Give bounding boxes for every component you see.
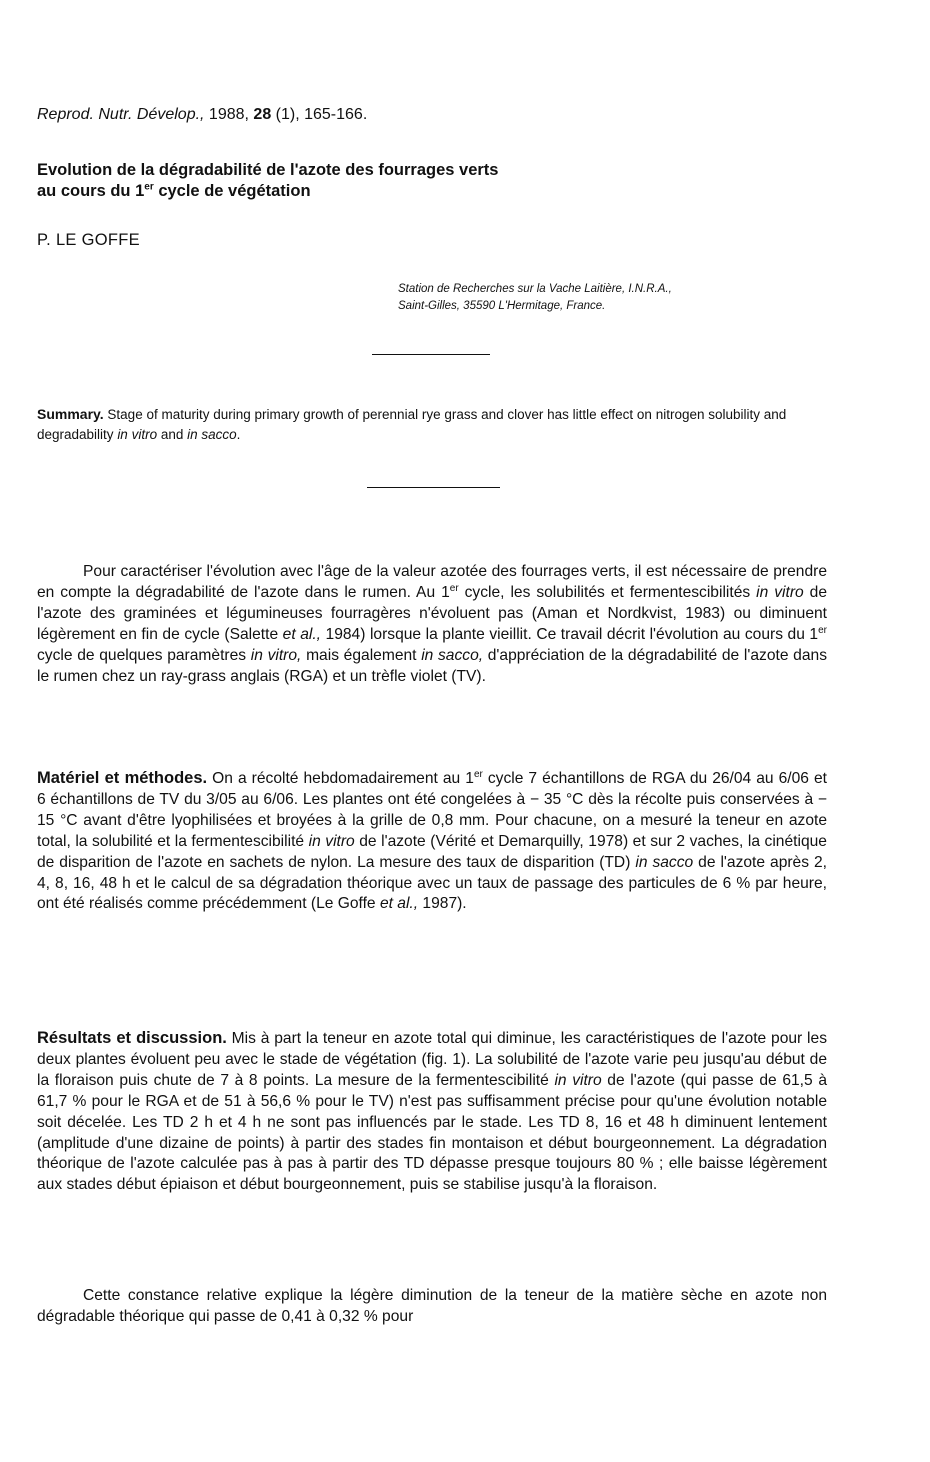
- title-line-2-start: au cours du 1: [37, 182, 145, 200]
- continuation-paragraph: Cette constance relative explique la légère diminution de la teneur de la matière sèche en azote non dégradable théorique qui passe de 0,41 à 0,32 % pour: [37, 1287, 827, 1325]
- results-heading: Résultats et discussion.: [37, 1029, 227, 1047]
- title-line-2: [37, 181, 737, 202]
- title-line-1: Evolution de la dégradabilité de l'azote des fourrages verts: [37, 161, 499, 179]
- summary: [37, 404, 827, 445]
- body-text: de l'azote (qui passe de 61,5 à 61,7 % pour le RGA et de 51 à 56,6 % pour le TV) n'est pas suffisamment précise pour qu'une évolution notable soit décelée. Les TD 2 h et 4 h ne sont pas influencés par le stade. Les TD 8, 16 et 48 h diminuent lentement (amplitude d'une dizaine de points) à partir des stades fin montaison et début bourgeonnement. La dégradation théorique de l'azote calculée pas à pas à partir des TD dépasse presque toujours 80 % ; elle baisse légèrement aux stades début épiaison et début bourgeonnement, puis se stabilise jusqu'à la floraison.: [37, 1071, 827, 1194]
- article-title: [37, 160, 737, 202]
- body-text: d'appréciation de la dégradabilité de l'azote dans le rumen chez un ray-grass anglais (RGA) et un trèfle violet (TV).: [37, 646, 827, 685]
- journal-pages: (1), 165-166.: [271, 106, 368, 123]
- body-text: 1987).: [418, 895, 467, 913]
- intro-paragraph: [37, 562, 827, 687]
- superscript: er: [449, 582, 459, 594]
- body-text: On a récolté hebdomadairement au 1: [207, 770, 474, 787]
- italic-text: et al.,: [282, 625, 321, 643]
- body-text: de l'azote après 2, 4, 8, 16, 48 h et le calcul de sa dégradation théorique avec un taux de passage des particules de 6 % par heure, ont été réalisés comme précédemment (Le Goffe: [37, 853, 827, 913]
- italic-text: in vitro: [308, 832, 355, 850]
- summary-text: and: [157, 427, 188, 442]
- body-text: cycle de quelques paramètres: [37, 646, 251, 664]
- author: P. LE GOFFE: [37, 231, 140, 249]
- italic-text: in sacco: [635, 853, 694, 871]
- affiliation-line-1: Station de Recherches sur la Vache Laitière, I.N.R.A.,: [398, 283, 672, 295]
- italic-text: in vitro,: [250, 646, 302, 664]
- summary-text: .: [236, 427, 241, 442]
- summary-italic: in vitro: [117, 427, 158, 442]
- body-text: 1984) lorsque la plante vieillit. Ce travail décrit l'évolution au cours du 1: [321, 625, 819, 643]
- summary-text: Stage of maturity during primary growth of perennial rye grass and clover has little effect on nitrogen solubility and degradability: [37, 407, 787, 442]
- italic-text: in vitro: [756, 583, 804, 601]
- methods-heading: Matériel et méthodes.: [37, 769, 208, 787]
- body-text: cycle 7 échantillons de RGA du 26/04 au 6/06 et 6 échantillons de TV du 3/05 au 6/06. Les plantes ont été congelées à − 35 °C dès la récolte puis conservées à − 15 °C avant d'être lyophilisées et broyées à la grille de 0,8 mm. Pour chacune, on a mesuré la teneur en azote total, la solubilité et la fermentescibilité: [37, 770, 827, 850]
- body-text: cycle, les solubilités et fermentescibilités: [458, 583, 757, 601]
- divider-rule: [367, 487, 500, 488]
- superscript: er: [473, 768, 483, 780]
- body-text: de l'azote (Vérité et Demarquilly, 1978) et sur 2 vaches, la cinétique de disparition de l'azote en sachets de nylon. La mesure des taux de disparition (TD): [37, 832, 827, 871]
- body-text: Mis à part la teneur en azote total qui diminue, les caractéristiques de l'azote pour les deux plantes évoluent peu avec le stade de végétation (fig. 1). La solubilité de l'azote varie peu jusqu'au début de la floraison puis chute de 7 à 8 points. La mesure de la fermentescibilité: [37, 1030, 827, 1089]
- journal-volume: 28: [253, 106, 272, 123]
- journal-citation: [37, 106, 367, 124]
- title-line-2-end: cycle de végétation: [153, 182, 311, 200]
- methods-paragraph: [37, 768, 827, 915]
- summary-heading: Summary.: [37, 406, 104, 422]
- body-text: Pour caractériser l'évolution avec l'âge de la valeur azotée des fourrages verts, il est nécessaire de prendre en compte la dégradabilité de l'azote dans le rumen. Au 1: [37, 563, 827, 601]
- body-text: de l'azote des graminées et légumineuses fourragères n'évoluent pas (Aman et Nordkvist, 1983) ou diminuent légèrement en fin de cycle (Salette: [37, 583, 828, 643]
- journal-year: 1988,: [204, 106, 254, 123]
- affiliation: [398, 281, 672, 315]
- divider-rule: [372, 354, 490, 355]
- journal-name: Reprod. Nutr. Dévelop.,: [37, 106, 205, 123]
- affiliation-line-2: Saint-Gilles, 35590 L'Hermitage, France.: [398, 300, 606, 312]
- body-text: mais également: [301, 646, 422, 664]
- superscript: er: [818, 624, 827, 636]
- summary-italic: in sacco: [187, 427, 237, 442]
- italic-text: et al.,: [379, 895, 419, 913]
- italic-text: in vitro: [554, 1071, 602, 1089]
- italic-text: in sacco,: [421, 646, 484, 664]
- title-superscript: er: [144, 181, 154, 193]
- results-paragraph: [37, 1028, 827, 1196]
